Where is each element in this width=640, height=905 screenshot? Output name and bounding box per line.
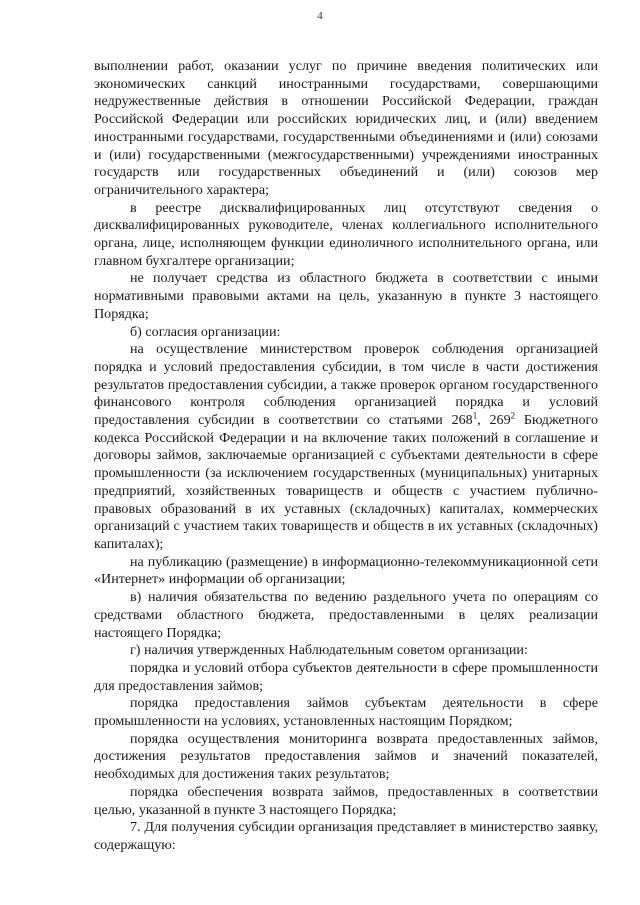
document-body xyxy=(94,58,598,855)
paragraph-regional-budget: не получает средства из областного бюджета в соответствии с иными нормативными правовыми актами на цель, указанную в пункте 3 настоящего Порядка; xyxy=(94,270,598,322)
superscript-269: 2 xyxy=(510,410,516,421)
page-number: 4 xyxy=(317,10,323,22)
inspection-text-end: Бюджетного кодекса Российской Федерации и на включение таких положений в соглашение и договоры займов, заключаемые организацией с субъектами деятельности в сфере промышленности (за исключением государственных (муниципальных) унитарных предприятий, хозяйственных товариществ и обществ с участием публично-правовых образований в их уставных (складочных) капиталах, коммерческих организаций с участием таких товариществ и обществ в их уставных (складочных) капиталах); xyxy=(94,412,598,552)
paragraph-consent-heading: б) согласия организации: xyxy=(130,323,281,340)
paragraph-monitoring-procedure: порядка осуществления мониторинга возврата предоставленных займов, достижения результатов предоставления займов и значений показателей, необходимых для достижения таких результатов; xyxy=(94,730,598,783)
paragraph-inspection-consent xyxy=(94,341,598,553)
paragraph-sanctions: выполнении работ, оказании услуг по причине введения политических или экономических санкций иностранными государствами, совершающими недружественные действия в отношении Российской Федерации, граждан Российской Федерации или российских юридических лиц, и (или) введением иностранными государствами, государственными объединениями и (или) союзами и (или) государственными (межгосударственными) учреждениями иностранных государств или государственных объединений и (или) союзов мер ограничительного характера; xyxy=(94,58,598,198)
paragraph-publication-consent: на публикацию (размещение) в информационно-телекоммуникационной сети «Интернет» информации об организации; xyxy=(94,553,598,588)
paragraph-loan-procedure: порядка предоставления займов субъектам деятельности в сфере промышленности на условиях, установленных настоящим Порядком; xyxy=(94,695,598,730)
superscript-268: 1 xyxy=(472,410,478,421)
paragraph-application: 7. Для получения субсидии организация представляет в министерство заявку, содержащую: xyxy=(94,819,598,853)
inspection-text-start: на осуществление министерством проверок соблюдения организацией порядка и условий предоставления субсидии, в том числе в части достижения результатов предоставления субсидии, а также проверок органом государственного финансового контроля соблюдения организацией порядка и условий предоставления субсидии в соответствии со статьями 268 xyxy=(94,341,598,429)
paragraph-approved-procedures: г) наличия утвержденных Наблюдательным советом организации: xyxy=(130,642,528,659)
paragraph-disqualified-registry: в реестре дисквалифицированных лиц отсутствуют сведения о дисквалифицированных руководителе, членах коллегиального исполнительного органа, лице, исполняющем функции единоличного исполнительного органа, или главном бухгалтере организации; xyxy=(94,199,598,269)
paragraph-repayment-procedure: порядка обеспечения возврата займов, предоставленных в соответствии целью, указанной в пункте 3 настоящего Порядка; xyxy=(94,783,598,818)
paragraph-separate-accounting: в) наличия обязательства по ведению раздельного учета по операциям со средствами областного бюджета, предоставленными в целях реализации настоящего Порядка; xyxy=(94,589,598,641)
inspection-text-mid: , 269 xyxy=(477,412,511,429)
paragraph-selection-procedure: порядка и условий отбора субъектов деятельности в сфере промышленности для предоставления займов; xyxy=(94,659,598,694)
